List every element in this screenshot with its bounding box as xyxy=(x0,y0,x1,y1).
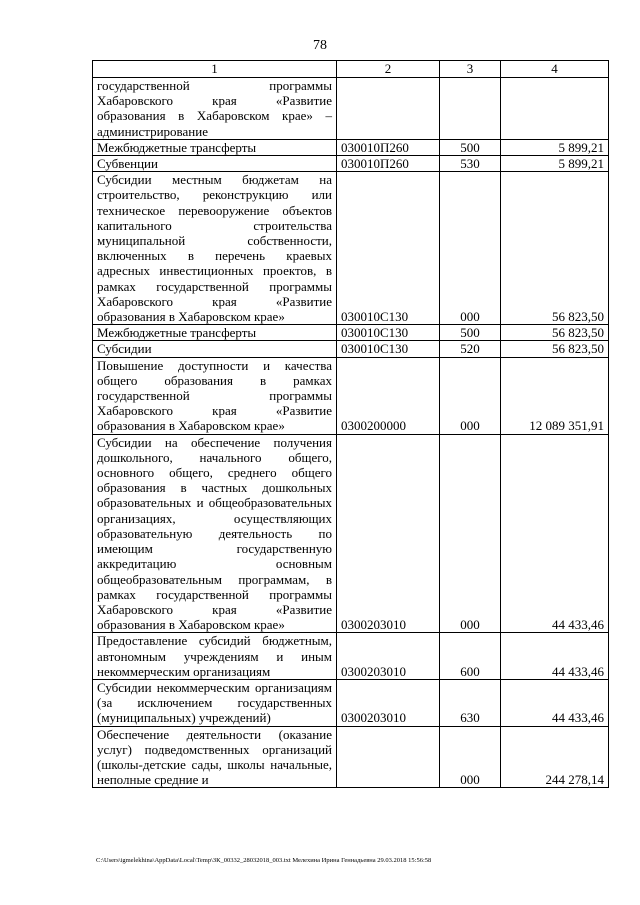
cell-name: Межбюджетные трансферты xyxy=(93,139,337,155)
table-row xyxy=(93,357,609,434)
cell-amount: 12 089 351,91 xyxy=(501,357,609,434)
cell-code: 0300200000 xyxy=(337,357,440,434)
cell-type: 000 xyxy=(440,434,501,633)
table-row xyxy=(93,679,609,726)
cell-code: 0300203010 xyxy=(337,633,440,680)
cell-type: 520 xyxy=(440,341,501,357)
table-row xyxy=(93,325,609,341)
cell-code: 0300203010 xyxy=(337,679,440,726)
table-body xyxy=(93,78,609,788)
table-row xyxy=(93,341,609,357)
cell-type: 600 xyxy=(440,633,501,680)
cell-type: 630 xyxy=(440,679,501,726)
header-col-1: 1 xyxy=(93,61,337,78)
cell-amount: 56 823,50 xyxy=(501,325,609,341)
cell-name: Предоставление субсидий бюджетным, автономным учреждениям и иным некоммерческим организациям xyxy=(93,633,337,680)
cell-amount: 44 433,46 xyxy=(501,633,609,680)
cell-name: Повышение доступности и качества общего образования в рамках государственной программы Хабаровского края «Развитие образования в Хабаровском крае» xyxy=(93,357,337,434)
page-number: 78 xyxy=(313,38,327,53)
header-col-4: 4 xyxy=(501,61,609,78)
cell-name: Межбюджетные трансферты xyxy=(93,325,337,341)
table-header xyxy=(93,61,609,78)
header-col-2: 2 xyxy=(337,61,440,78)
cell-code: 030010П260 xyxy=(337,139,440,155)
cell-name: Субсидии некоммерческим организациям (за исключением государственных (муниципальных) учреждений) xyxy=(93,679,337,726)
cell-name: Субвенции xyxy=(93,156,337,172)
cell-amount: 44 433,46 xyxy=(501,434,609,633)
cell-type xyxy=(440,78,501,140)
cell-type: 530 xyxy=(440,156,501,172)
cell-type: 000 xyxy=(440,357,501,434)
cell-amount xyxy=(501,78,609,140)
cell-amount: 5 899,21 xyxy=(501,139,609,155)
cell-code: 030010П260 xyxy=(337,156,440,172)
table-row xyxy=(93,139,609,155)
cell-name: Обеспечение деятельности (оказание услуг) подведомственных организаций (школы-детские сады, школы начальные, неполные средние и xyxy=(93,726,337,788)
table-row xyxy=(93,726,609,788)
cell-type: 000 xyxy=(440,172,501,325)
cell-amount: 56 823,50 xyxy=(501,341,609,357)
cell-name: Субсидии xyxy=(93,341,337,357)
cell-name: Субсидии на обеспечение получения дошкольного, начального общего, основного общего, среднего общего образования в частных дошкольных образовательных и общеобразовательных организациях, осуществляющих образовательную деятельность по имеющим государственную аккредитацию основным общеобразовательным программам, в рамках государственной программы Хабаровского края «Развитие образования в Хабаровском крае» xyxy=(93,434,337,633)
footer-file-path: C:\Users\igmelekhina\AppData\Local\Temp\ЗК_00332_28032018_003.txt Мелехина Ирина Геннадьевна 29.03.2018 15:56:58 xyxy=(96,857,432,864)
header-row xyxy=(93,61,609,78)
header-col-3: 3 xyxy=(440,61,501,78)
cell-name: Субсидии местным бюджетам на строительство, реконструкцию или техническое перевооружение объектов капитального строительства муниципальной собственности, включенных в перечень краевых адресных инвестиционных проектов, в рамках государственной программы Хабаровского края «Развитие образования в Хабаровском крае» xyxy=(93,172,337,325)
table-row xyxy=(93,78,609,140)
budget-table xyxy=(92,60,609,788)
cell-code: 0300203010 xyxy=(337,434,440,633)
cell-code: 030010С130 xyxy=(337,172,440,325)
cell-type: 500 xyxy=(440,139,501,155)
cell-amount: 44 433,46 xyxy=(501,679,609,726)
cell-code: 030010С130 xyxy=(337,325,440,341)
table-row xyxy=(93,156,609,172)
cell-code xyxy=(337,78,440,140)
cell-amount: 244 278,14 xyxy=(501,726,609,788)
table-row xyxy=(93,633,609,680)
cell-type: 500 xyxy=(440,325,501,341)
cell-code: 030010С130 xyxy=(337,341,440,357)
cell-type: 000 xyxy=(440,726,501,788)
table-row xyxy=(93,172,609,325)
table-row xyxy=(93,434,609,633)
cell-code xyxy=(337,726,440,788)
cell-name: государственной программы Хабаровского края «Развитие образования в Хабаровском крае» – администрирование xyxy=(93,78,337,140)
cell-amount: 5 899,21 xyxy=(501,156,609,172)
cell-amount: 56 823,50 xyxy=(501,172,609,325)
